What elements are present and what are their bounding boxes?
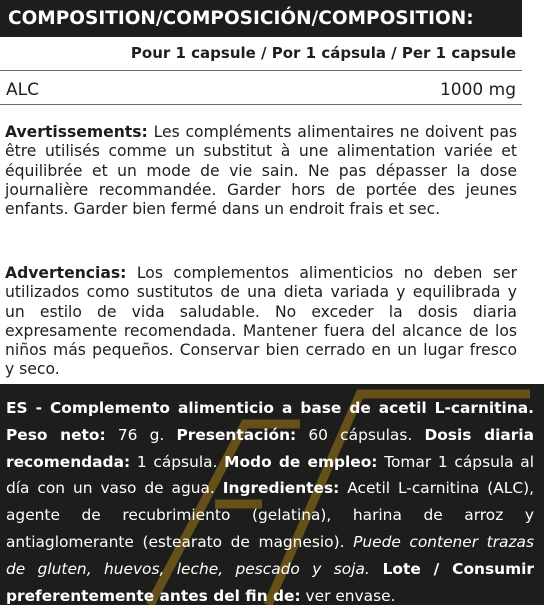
presentacion-label: Presentación: — [176, 425, 297, 444]
presentacion-value: 60 cápsulas. — [296, 425, 425, 444]
lote-value: ver envase. — [300, 586, 396, 605]
dosis-value: 1 cápsula. — [130, 452, 225, 471]
advertencias-paragraph — [5, 264, 517, 380]
modo-label: Modo de empleo: — [224, 452, 378, 471]
advertencias-label: Advertencias: — [5, 264, 127, 282]
es-info-box — [0, 384, 544, 605]
dosis-label: Dosis diaria recomendada: — [6, 425, 534, 471]
peso-value: 76 g. — [105, 425, 177, 444]
avertissements-text: Les compléments alimentaires ne doivent pas être utilisés comme un substitut à une alimentation variée et équilibrée et un mode de vie sain. Ne pas dépasser la dose journalière recommandée. Garder hors de portée des jeunes enfants. Garder bien fermé dans un endroit frais et sec. — [5, 123, 517, 219]
es-paragraph — [6, 395, 534, 605]
composition-row-value: 1000 mg — [439, 80, 516, 100]
divider — [0, 70, 522, 71]
ingredientes-label: Ingredientes: — [222, 479, 340, 498]
lote-label: Lote / Consumir preferentemente antes del fin de: — [6, 559, 534, 605]
divider — [0, 104, 522, 105]
avertissements-paragraph — [5, 123, 517, 219]
composition-header: COMPOSITION/COMPOSICIÓN/COMPOSITION: — [0, 0, 522, 37]
avertissements-label: Avertissements: — [5, 123, 148, 141]
ingredientes-value: Acetil L-carnitina (ALC), agente de recubrimiento (gelatina), harina de arroz y antiaglomerante (estearato de magnesio). — [6, 479, 534, 551]
modo-value: Tomar 1 cápsula al día con un vaso de agua. — [6, 452, 534, 498]
composition-subheader: Pour 1 capsule / Por 1 cápsula / Per 1 capsule — [130, 44, 516, 62]
peso-label: Peso neto: — [6, 425, 106, 444]
trazas-text: Puede contener trazas de gluten, huevos, leche, pescado y soja. — [6, 532, 534, 578]
composition-row-label: ALC — [6, 80, 39, 100]
es-title: ES - Complemento alimenticio a base de acetil L-carnitina. — [6, 399, 534, 417]
advertencias-text: Los complementos alimenticios no deben ser utilizados como sustitutos de una dieta variada y equilibrada y un estilo de vida saludable. No exceder la dosis diaria expresamente recomendada. Mantener fuera del alcance de los niños más pequeños. Conservar bien cerrado en un lugar fresco y seco. — [5, 264, 517, 379]
